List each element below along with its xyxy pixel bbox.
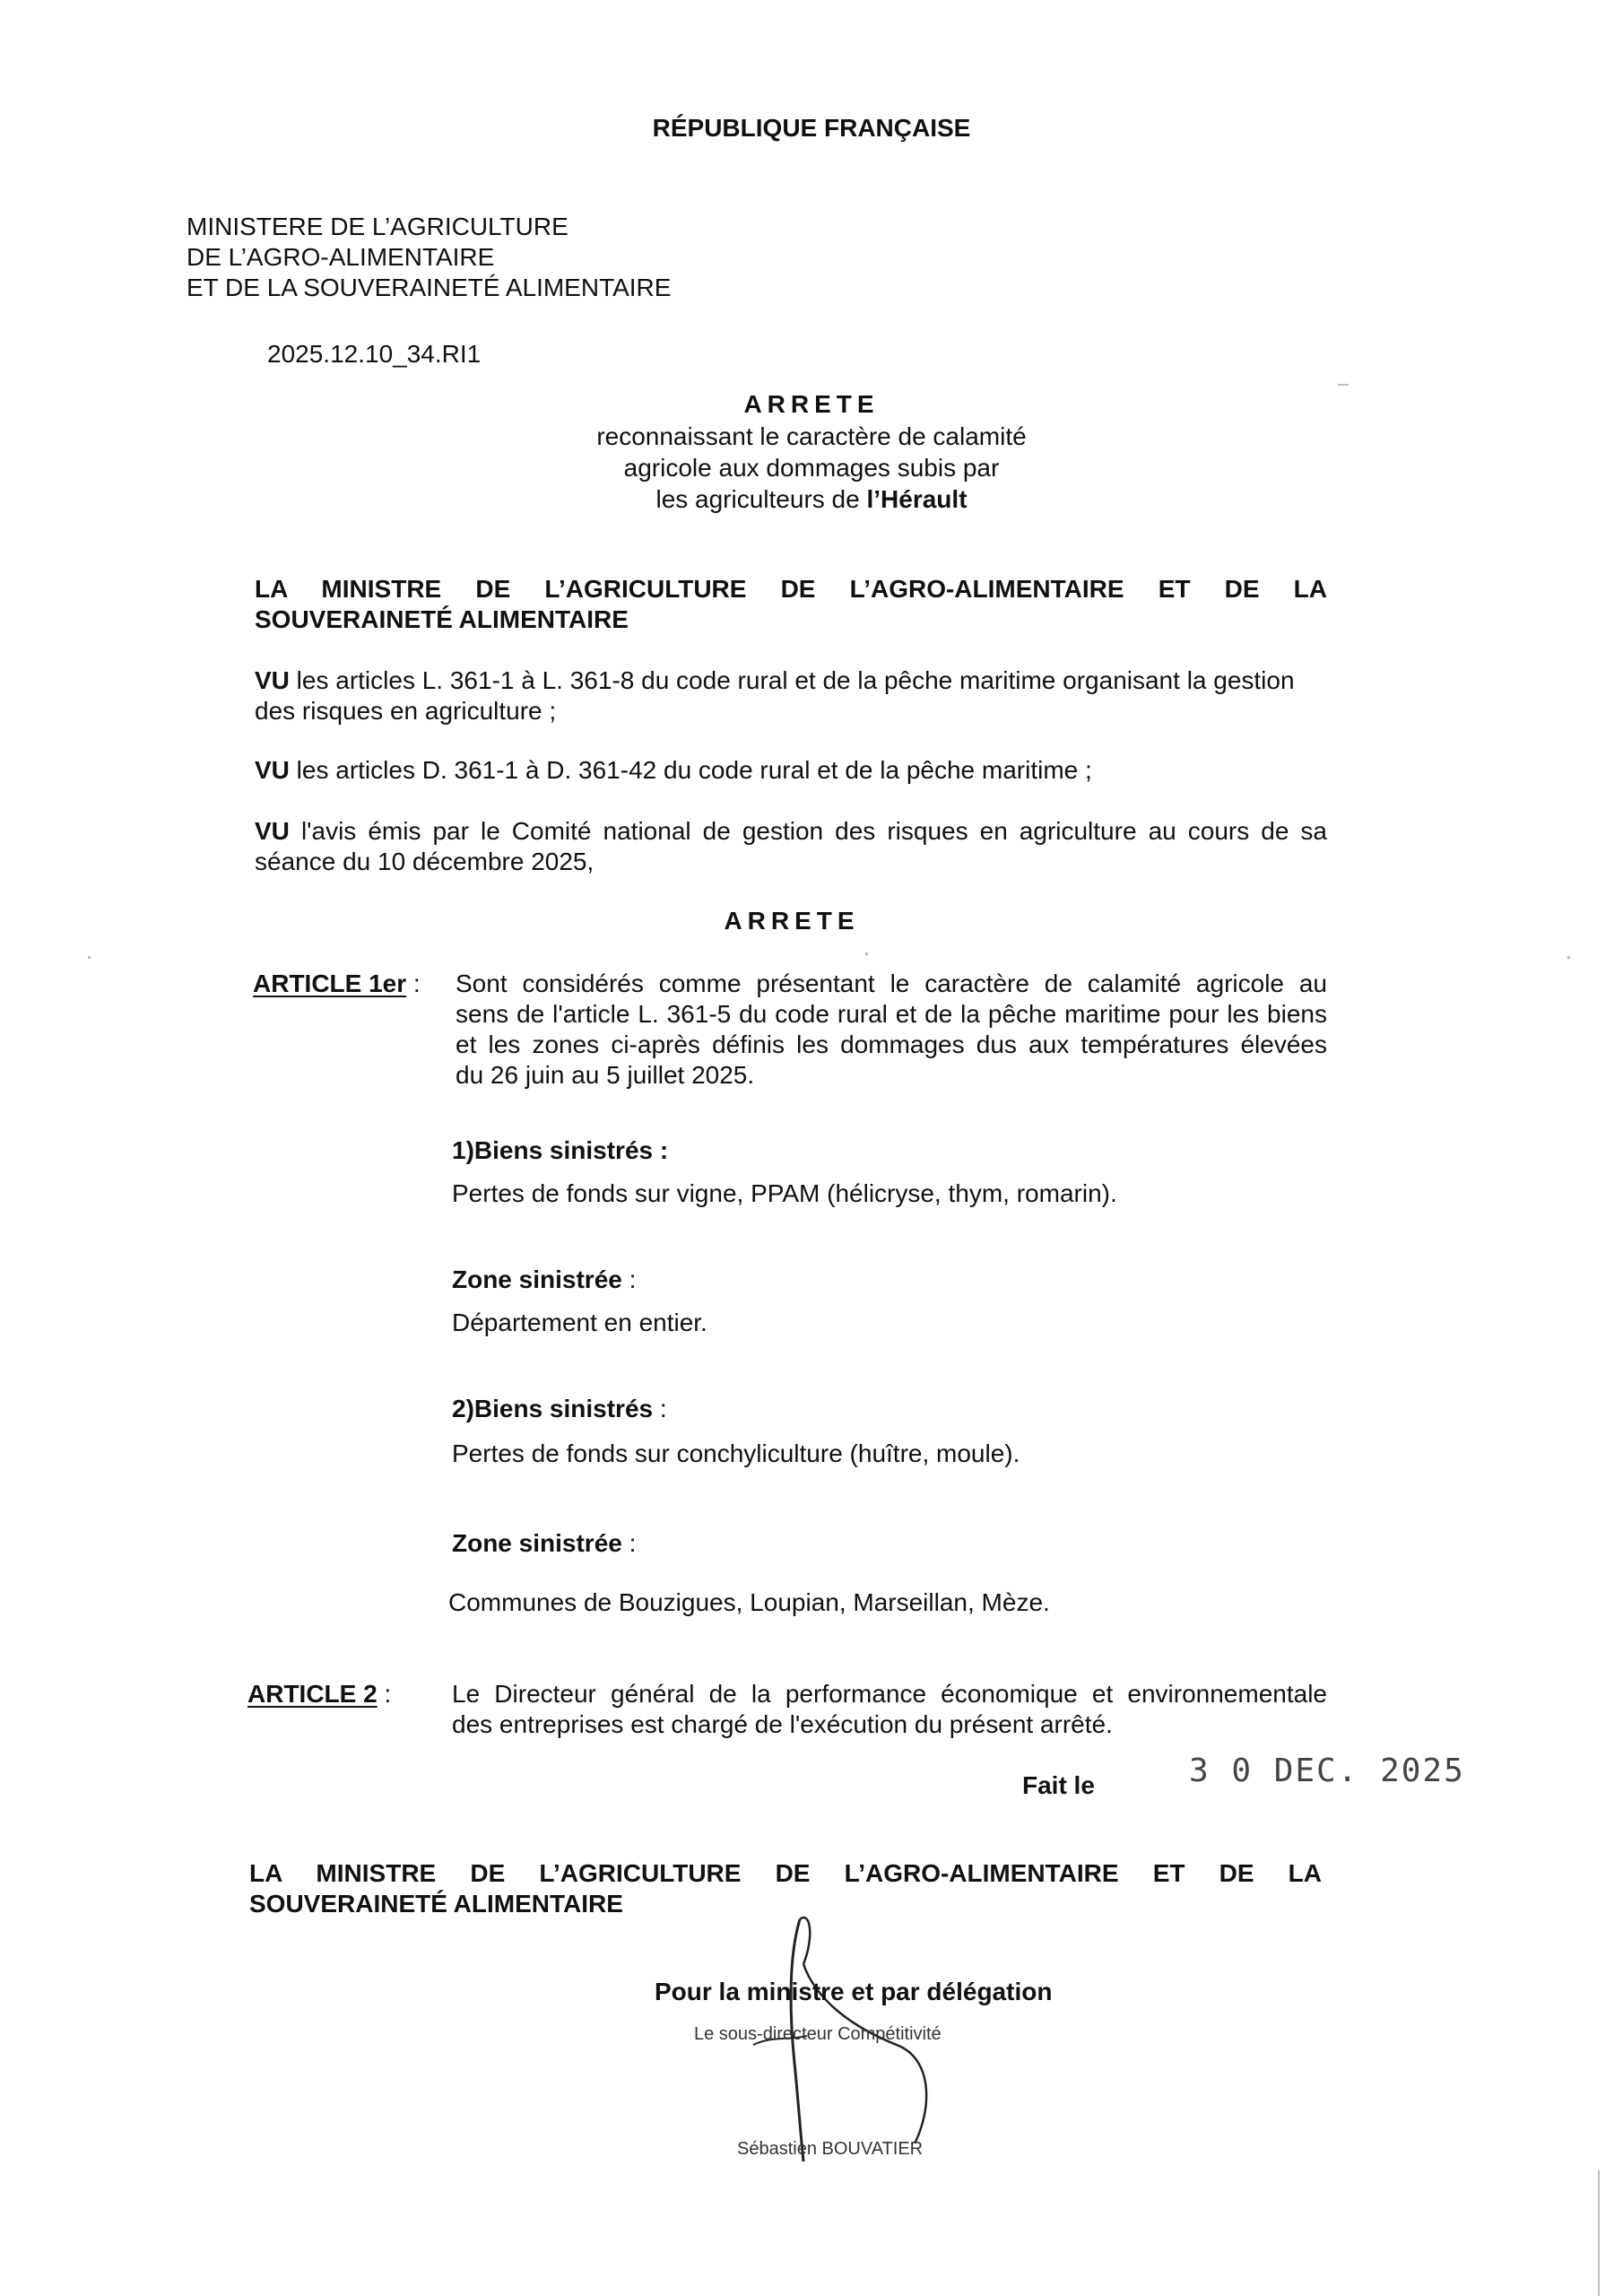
title-line-2: agricole aux dommages subis par xyxy=(623,454,1000,482)
title-line-3-prefix: les agriculteurs de xyxy=(655,485,867,513)
visa-2-vu: VU xyxy=(255,756,290,784)
visa-2 xyxy=(255,755,1092,786)
biens-1-text: Pertes de fonds sur vigne, PPAM (hélicryse, thym, romarin). xyxy=(452,1179,1117,1207)
article-1-colon: : xyxy=(406,970,421,997)
visa-2-text: les articles D. 361-1 à D. 361-42 du code rural et de la pêche maritime ; xyxy=(289,756,1092,784)
biens-2-label: 2)Biens sinistrés xyxy=(452,1395,654,1422)
zone-1-title xyxy=(452,1265,636,1295)
signature-heading-line-2: SOUVERAINETÉ ALIMENTAIRE xyxy=(249,1890,623,1918)
fait-le-label: Fait le xyxy=(1022,1771,1095,1799)
biens-2-colon: : xyxy=(653,1395,667,1422)
article-2-title: ARTICLE 2 xyxy=(247,1680,378,1708)
visa-1-vu: VU xyxy=(255,666,290,694)
biens-2-title xyxy=(452,1394,667,1424)
department-name: l’Hérault xyxy=(866,485,968,513)
scan-dot xyxy=(1567,956,1570,959)
visa-1-line-2: des risques en agriculture ; xyxy=(255,697,557,725)
signatory-title-stamp: Le sous-directeur Compétitivité xyxy=(694,2024,942,2044)
visa-3-text: l'avis émis par le Comité national de gestion des risques en agriculture au cours de sa xyxy=(289,817,1327,845)
article-1-line-2: sens de l'article L. 361-5 du code rural et de la pêche maritime pour les biens xyxy=(456,1000,1327,1028)
zone-2-title xyxy=(452,1528,636,1559)
article-1-label xyxy=(253,969,421,999)
article-2-label xyxy=(247,1679,391,1709)
reference-number: 2025.12.10_34.RI1 xyxy=(267,340,482,368)
minister-heading-line-1: LA MINISTRE DE L’AGRICULTURE DE L’AGRO-ALIMENTAIRE ET DE LA xyxy=(255,575,1327,603)
republique-heading: RÉPUBLIQUE FRANÇAISE xyxy=(652,114,971,142)
visa-3-line-2: séance du 10 décembre 2025, xyxy=(255,848,595,875)
article-1-line-1: Sont considérés comme présentant le caractère de calamité agricole au xyxy=(456,970,1327,997)
ministry-line-1: MINISTERE DE L’AGRICULTURE xyxy=(187,213,568,240)
minister-heading-line-2: SOUVERAINETÉ ALIMENTAIRE xyxy=(255,605,629,633)
signature-heading-line-1: LA MINISTRE DE L’AGRICULTURE DE L’AGRO-ALIMENTAIRE ET DE LA xyxy=(249,1859,1322,1887)
visa-3-vu: VU xyxy=(255,817,290,845)
article-1-title: ARTICLE 1er xyxy=(253,970,407,997)
zone-1-label: Zone sinistrée xyxy=(452,1265,622,1293)
article-2-line-1: Le Directeur général de la performance économique et environnementale xyxy=(452,1680,1327,1708)
title-line-3 xyxy=(0,484,1623,515)
zone-2-colon: : xyxy=(621,1529,637,1557)
zone-1-colon: : xyxy=(621,1265,637,1293)
zone-2-label: Zone sinistrée xyxy=(452,1529,622,1557)
visa-1-text: les articles L. 361-1 à L. 361-8 du code rural et de la pêche maritime organisant la gestion xyxy=(289,666,1295,694)
zone-2-text: Communes de Bouzigues, Loupian, Marseillan, Mèze. xyxy=(448,1588,1050,1616)
visa-3-line-1 xyxy=(255,816,1327,847)
article-1-line-3: et les zones ci-après définis les dommages dus aux températures élevées xyxy=(456,1031,1327,1058)
scan-mark xyxy=(1338,384,1349,386)
article-1-line-4: du 26 juin au 5 juillet 2025. xyxy=(456,1061,755,1089)
scan-dot xyxy=(88,956,91,959)
signatory-name-stamp: Sébastien BOUVATIER xyxy=(737,2139,924,2159)
scan-dot xyxy=(865,952,868,955)
ministry-line-2: DE L’AGRO-ALIMENTAIRE xyxy=(187,243,495,271)
title-line-1: reconnaissant le caractère de calamité xyxy=(596,422,1027,450)
arrete-heading: ARRETE xyxy=(724,907,860,935)
arrete-title: ARRETE xyxy=(743,390,880,418)
scan-edge-line xyxy=(1598,2170,1600,2296)
date-stamp: 3 0 DEC. 2025 xyxy=(1189,1752,1465,1789)
delegation-line: Pour la ministre et par délégation xyxy=(655,1978,1053,2005)
visa-1-line-1 xyxy=(255,665,1327,696)
article-2-colon: : xyxy=(377,1680,392,1708)
biens-2-text: Pertes de fonds sur conchyliculture (huître, moule). xyxy=(452,1439,1020,1467)
biens-1-title: 1)Biens sinistrés : xyxy=(452,1136,669,1164)
article-2-line-2: des entreprises est chargé de l'exécution du présent arrêté. xyxy=(452,1710,1113,1738)
zone-1-text: Département en entier. xyxy=(452,1309,707,1336)
ministry-line-3: ET DE LA SOUVERAINETÉ ALIMENTAIRE xyxy=(187,274,672,301)
